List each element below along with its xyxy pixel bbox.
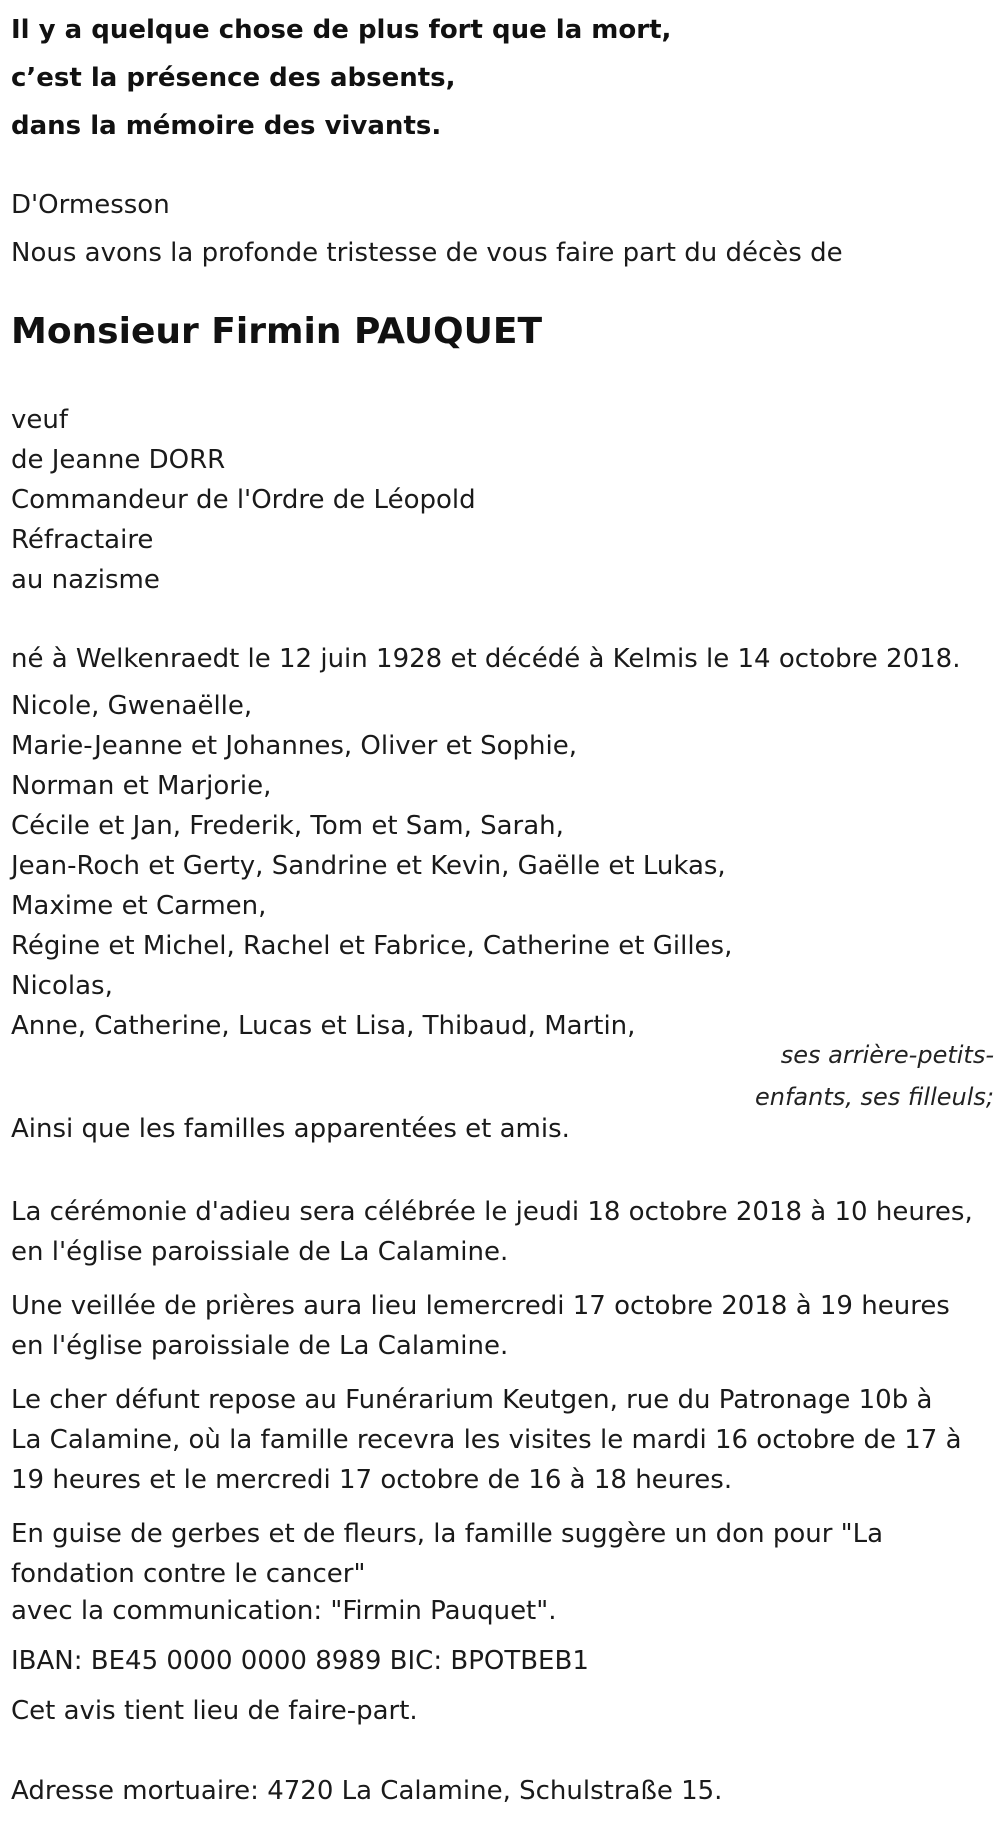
communication: avec la communication: "Firmin Pauquet". — [11, 1596, 557, 1626]
vigil-line: Une veillée de prières aura lieu lemercredi 17 octobre 2018 à 19 heures — [11, 1291, 950, 1321]
donation-line: fondation contre le cancer" — [11, 1559, 366, 1589]
family-line: Norman et Marjorie, — [11, 771, 272, 801]
repose — [11, 1380, 962, 1500]
vigil-line: en l'église paroissiale de La Calamine. — [11, 1331, 509, 1361]
family-list — [11, 686, 732, 1046]
quote-line: dans la mémoire des vivants. — [11, 111, 442, 141]
family-line: Nicolas, — [11, 971, 113, 1001]
ceremony-line: La cérémonie d'adieu sera célébrée le jeudi 18 octobre 2018 à 10 heures, — [11, 1197, 973, 1227]
quote-author: D'Ormesson — [11, 190, 170, 220]
family-line: Jean-Roch et Gerty, Sandrine et Kevin, Gaëlle et Lukas, — [11, 851, 726, 881]
title-item: Commandeur de l'Ordre de Léopold — [11, 485, 476, 515]
repose-line: Le cher défunt repose au Funérarium Keutgen, rue du Patronage 10b à — [11, 1385, 933, 1415]
family-line: Nicole, Gwenaëlle, — [11, 691, 253, 721]
title-item: au nazisme — [11, 565, 160, 595]
family-line: Anne, Catherine, Lucas et Lisa, Thibaud, Martin, — [11, 1011, 636, 1041]
family-note-line: enfants, ses filleuls; — [755, 1083, 994, 1111]
relatives: Ainsi que les familles apparentées et amis. — [11, 1114, 570, 1144]
family-note — [664, 1034, 994, 1118]
bank-details: IBAN: BE45 0000 0000 8989 BIC: BPOTBEB1 — [11, 1646, 589, 1676]
repose-line: La Calamine, où la famille recevra les visites le mardi 16 octobre de 17 à — [11, 1425, 962, 1455]
donation — [11, 1514, 883, 1594]
family-line: Maxime et Carmen, — [11, 891, 267, 921]
title-item: veuf — [11, 405, 69, 435]
family-line: Marie-Jeanne et Johannes, Oliver et Sophie, — [11, 731, 577, 761]
quote-line: Il y a quelque chose de plus fort que la mort, — [11, 15, 672, 45]
donation-line: En guise de gerbes et de fleurs, la famille suggère un don pour "La — [11, 1519, 884, 1549]
quote-line: c’est la présence des absents, — [11, 63, 456, 93]
family-line: Régine et Michel, Rachel et Fabrice, Catherine et Gilles, — [11, 931, 733, 961]
family-line: Cécile et Jan, Frederik, Tom et Sam, Sarah, — [11, 811, 564, 841]
repose-line: 19 heures et le mercredi 17 octobre de 16 à 18 heures. — [11, 1465, 733, 1495]
address: Adresse mortuaire: 4720 La Calamine, Schulstraße 15. — [11, 1776, 723, 1806]
title-item: de Jeanne DORR — [11, 445, 226, 475]
announcement: Nous avons la profonde tristesse de vous faire part du décès de — [11, 238, 843, 268]
family-note-line: ses arrière-petits- — [780, 1041, 994, 1069]
title-item: Réfractaire — [11, 525, 154, 555]
ceremony-line: en l'église paroissiale de La Calamine. — [11, 1237, 509, 1267]
notice: Cet avis tient lieu de faire-part. — [11, 1696, 418, 1726]
deceased-name: Monsieur Firmin PAUQUET — [11, 311, 543, 352]
quote — [11, 6, 671, 150]
birth-death: né à Welkenraedt le 12 juin 1928 et décédé à Kelmis le 14 octobre 2018. — [11, 644, 961, 674]
ceremony — [11, 1192, 973, 1272]
titles-list — [11, 400, 476, 600]
vigil — [11, 1286, 950, 1366]
